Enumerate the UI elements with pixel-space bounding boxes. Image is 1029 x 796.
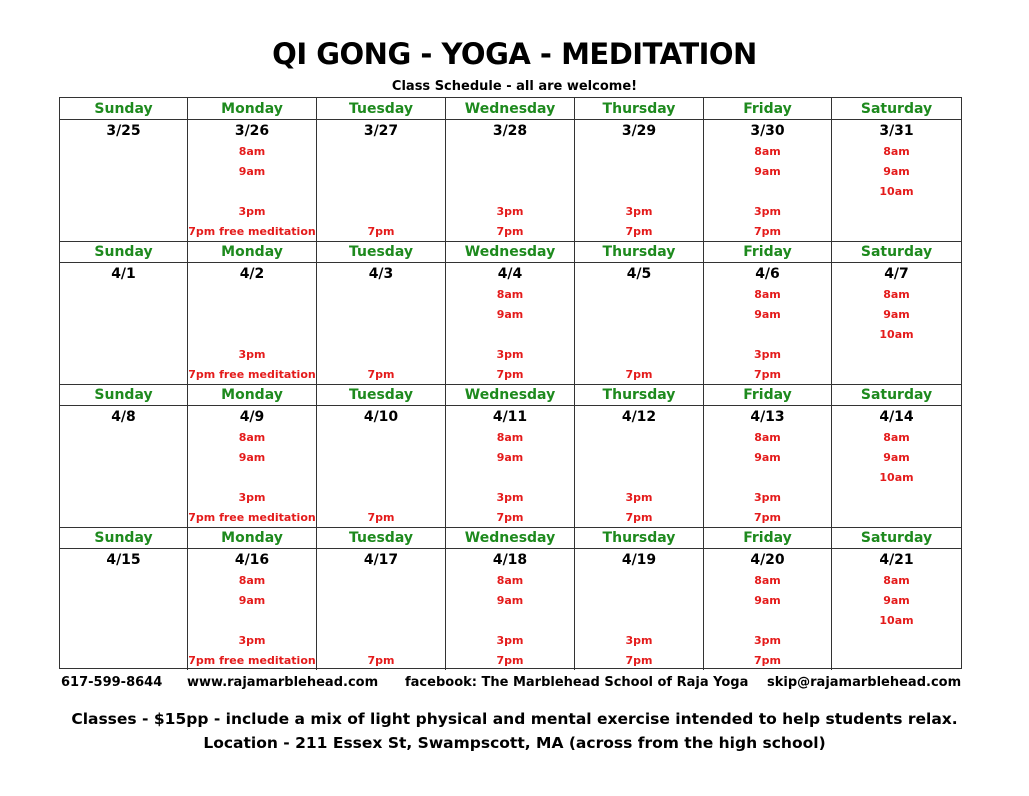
day-date: 4/14 <box>879 409 914 425</box>
class-time: 7pm <box>625 225 653 238</box>
class-time: 8am <box>754 574 781 587</box>
day-name: Wednesday <box>446 384 574 406</box>
class-time: 8am <box>754 288 781 301</box>
class-time: 8am <box>238 431 266 444</box>
day-cell <box>317 527 446 670</box>
day-name: Friday <box>704 384 831 406</box>
day-cell <box>60 98 188 241</box>
day-cell <box>832 241 961 384</box>
day-name: Thursday <box>575 527 703 549</box>
contact-line <box>59 673 962 693</box>
day-name: Wednesday <box>446 98 574 120</box>
website-link[interactable]: www.rajamarblehead.com <box>187 675 379 690</box>
day-name: Tuesday <box>317 241 445 263</box>
day-date: 4/6 <box>755 266 780 282</box>
class-time: 7pm <box>496 368 524 381</box>
day-name: Thursday <box>575 98 703 120</box>
class-time: 10am <box>879 185 914 198</box>
class-time: 3pm <box>754 491 781 504</box>
day-cell <box>832 98 961 241</box>
day-date: 3/31 <box>879 123 914 139</box>
day-date: 4/11 <box>492 409 528 425</box>
class-time: 3pm <box>754 634 781 647</box>
class-time: 7pm free meditation <box>188 511 316 524</box>
class-time: 9am <box>238 165 266 178</box>
class-time: 3pm <box>754 205 781 218</box>
class-time: 9am <box>754 594 781 607</box>
class-time: 3pm <box>496 491 524 504</box>
class-time: 10am <box>879 471 914 484</box>
day-cell <box>446 98 575 241</box>
day-date: 4/10 <box>363 409 399 425</box>
day-cell <box>446 384 575 527</box>
day-name: Friday <box>704 241 831 263</box>
class-time: 8am <box>883 288 910 301</box>
class-time: 7pm <box>754 368 781 381</box>
day-date: 4/16 <box>234 552 270 568</box>
day-name: Thursday <box>575 241 703 263</box>
day-name: Sunday <box>60 241 187 263</box>
day-cell <box>575 527 704 670</box>
class-time: 7pm <box>754 654 781 667</box>
day-cell <box>188 527 317 670</box>
class-time: 8am <box>238 574 266 587</box>
day-cell <box>704 98 832 241</box>
class-time: 8am <box>496 574 524 587</box>
class-time: 7pm <box>367 225 395 238</box>
class-time: 3pm <box>496 348 524 361</box>
class-time: 7pm <box>754 511 781 524</box>
class-time: 3pm <box>238 491 266 504</box>
day-cell <box>188 98 317 241</box>
day-date: 4/17 <box>363 552 399 568</box>
class-time: 9am <box>496 451 524 464</box>
class-time: 7pm free meditation <box>188 368 316 381</box>
class-time: 9am <box>496 594 524 607</box>
class-time: 7pm <box>625 511 653 524</box>
class-time: 8am <box>754 431 781 444</box>
day-cell <box>60 527 188 670</box>
day-date: 3/30 <box>750 123 785 139</box>
day-date: 3/25 <box>106 123 141 139</box>
class-time: 8am <box>883 145 910 158</box>
class-time: 3pm <box>238 634 266 647</box>
day-cell <box>60 241 188 384</box>
day-name: Sunday <box>60 527 187 549</box>
day-name: Saturday <box>832 98 961 120</box>
day-name: Tuesday <box>317 98 445 120</box>
day-name: Monday <box>188 384 316 406</box>
day-name: Saturday <box>832 241 961 263</box>
class-time: 7pm <box>496 225 524 238</box>
day-date: 4/8 <box>111 409 136 425</box>
class-time: 10am <box>879 614 914 627</box>
page-subtitle: Class Schedule - all are welcome! <box>391 79 638 94</box>
day-name: Saturday <box>832 527 961 549</box>
class-time: 8am <box>496 431 524 444</box>
class-time: 9am <box>754 451 781 464</box>
day-date: 4/13 <box>750 409 785 425</box>
schedule-calendar <box>59 97 962 669</box>
day-date: 4/21 <box>879 552 914 568</box>
day-date: 4/5 <box>626 266 652 282</box>
class-time: 7pm <box>367 654 395 667</box>
page-title: QI GONG - YOGA - MEDITATION <box>272 37 757 71</box>
day-cell <box>832 384 961 527</box>
day-cell <box>317 98 446 241</box>
day-name: Monday <box>188 98 316 120</box>
day-cell <box>60 384 188 527</box>
class-time: 9am <box>883 594 910 607</box>
day-name: Thursday <box>575 384 703 406</box>
day-name: Monday <box>188 241 316 263</box>
day-cell <box>832 527 961 670</box>
day-cell <box>575 241 704 384</box>
class-time: 3pm <box>625 491 653 504</box>
day-name: Tuesday <box>317 527 445 549</box>
class-time: 8am <box>883 574 910 587</box>
class-time: 9am <box>238 451 266 464</box>
day-date: 3/28 <box>492 123 528 139</box>
day-date: 4/12 <box>621 409 657 425</box>
day-name: Friday <box>704 527 831 549</box>
class-time: 9am <box>883 165 910 178</box>
class-time: 8am <box>496 288 524 301</box>
class-time: 9am <box>238 594 266 607</box>
day-cell <box>704 241 832 384</box>
phone-number: 617-599-8644 <box>61 675 163 690</box>
day-date: 4/18 <box>492 552 528 568</box>
classes-description: Classes - $15pp - include a mix of light physical and mental exercise intended to help students relax. <box>71 710 958 728</box>
day-date: 4/1 <box>111 266 136 282</box>
class-time: 3pm <box>238 205 266 218</box>
location-text: Location - 211 Essex St, Swampscott, MA (across from the high school) <box>203 734 826 752</box>
day-date: 4/7 <box>884 266 909 282</box>
day-cell <box>317 241 446 384</box>
day-cell <box>575 98 704 241</box>
calendar-week <box>60 527 961 670</box>
class-time: 3pm <box>625 205 653 218</box>
class-time: 7pm <box>496 654 524 667</box>
class-time: 9am <box>754 165 781 178</box>
class-time: 9am <box>754 308 781 321</box>
day-name: Monday <box>188 527 316 549</box>
email-link[interactable]: skip@rajamarblehead.com <box>767 675 962 690</box>
day-date: 4/4 <box>497 266 523 282</box>
day-name: Saturday <box>832 384 961 406</box>
class-time: 7pm <box>754 225 781 238</box>
class-time: 8am <box>754 145 781 158</box>
class-time: 7pm <box>625 368 653 381</box>
class-time: 3pm <box>754 348 781 361</box>
day-date: 3/29 <box>621 123 657 139</box>
day-date: 3/26 <box>234 123 270 139</box>
day-date: 3/27 <box>363 123 399 139</box>
class-time: 3pm <box>238 348 266 361</box>
calendar-week <box>60 241 961 384</box>
class-time: 7pm <box>367 511 395 524</box>
day-date: 4/3 <box>368 266 394 282</box>
day-name: Wednesday <box>446 527 574 549</box>
day-cell <box>704 384 832 527</box>
class-time: 7pm <box>496 511 524 524</box>
class-time: 8am <box>238 145 266 158</box>
day-name: Tuesday <box>317 384 445 406</box>
day-cell <box>188 384 317 527</box>
calendar-week <box>60 384 961 527</box>
day-date: 4/20 <box>750 552 785 568</box>
day-date: 4/19 <box>621 552 657 568</box>
class-time: 7pm <box>367 368 395 381</box>
class-time: 8am <box>883 431 910 444</box>
class-time: 9am <box>496 308 524 321</box>
day-name: Sunday <box>60 384 187 406</box>
class-time: 3pm <box>496 634 524 647</box>
calendar-week <box>60 98 961 241</box>
day-date: 4/15 <box>106 552 141 568</box>
day-cell <box>317 384 446 527</box>
day-name: Sunday <box>60 98 187 120</box>
day-name: Wednesday <box>446 241 574 263</box>
class-time: 7pm free meditation <box>188 225 316 238</box>
class-time: 9am <box>883 451 910 464</box>
day-name: Friday <box>704 98 831 120</box>
facebook-text: facebook: The Marblehead School of Raja Yoga <box>405 675 749 690</box>
class-time: 9am <box>883 308 910 321</box>
day-cell <box>446 527 575 670</box>
class-time: 3pm <box>496 205 524 218</box>
class-time: 3pm <box>625 634 653 647</box>
class-time: 7pm <box>625 654 653 667</box>
day-date: 4/2 <box>239 266 265 282</box>
class-time: 10am <box>879 328 914 341</box>
day-cell <box>704 527 832 670</box>
day-cell <box>575 384 704 527</box>
day-cell <box>446 241 575 384</box>
day-date: 4/9 <box>239 409 265 425</box>
day-cell <box>188 241 317 384</box>
class-time: 7pm free meditation <box>188 654 316 667</box>
